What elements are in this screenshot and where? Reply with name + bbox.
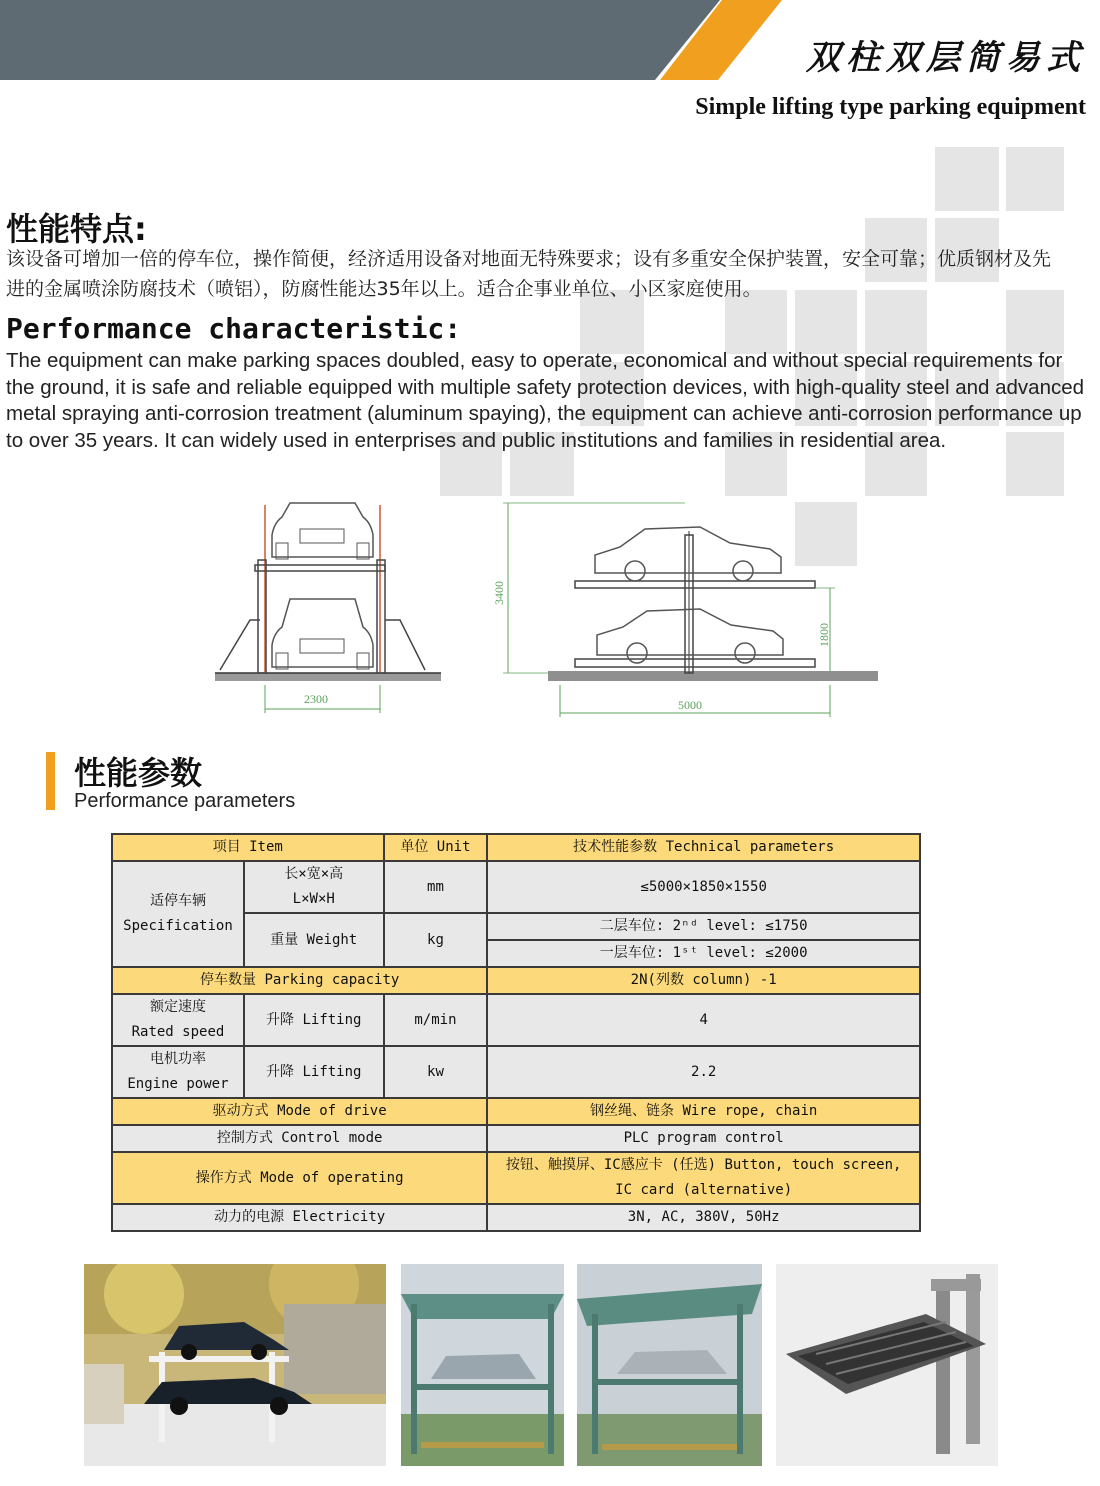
table-row xyxy=(112,1098,920,1125)
photo-canopy-lift-1 xyxy=(401,1264,564,1466)
params-title-en: Performance parameters xyxy=(74,790,296,812)
weight-level1: 一层车位: 1ˢᵗ level: ≤2000 xyxy=(487,940,920,967)
operating-value-1: 按钮、触摸屏、IC感应卡 (任选) Button, touch screen, xyxy=(505,1157,902,1173)
features-heading-en: Performance characteristic: xyxy=(6,312,462,345)
vehicle-spec-en: Specification xyxy=(123,918,233,934)
table-row xyxy=(112,1204,920,1231)
side-length-label: 5000 xyxy=(678,698,702,712)
dimension-cn: 长×宽×高 xyxy=(284,866,344,882)
table-row xyxy=(112,1152,920,1204)
operating-value-2: IC card (alternative) xyxy=(615,1182,793,1198)
power-en: Engine power xyxy=(127,1076,229,1092)
side-height-label: 3400 xyxy=(492,581,506,605)
parameters-table xyxy=(111,833,921,1232)
header-item: 项目 Item xyxy=(112,834,384,861)
power-unit: kw xyxy=(384,1046,488,1098)
dimension-cell xyxy=(244,861,384,913)
page-title-cn: 双柱双层简易式 xyxy=(806,38,1086,78)
features-text-cn: 该设备可增加一倍的停车位，操作简便，经济适用设备对地面无特殊要求；设有多重安全保护装置，安全可靠；优质钢材及先进的金属喷涂防腐技术（喷铝），防腐性能达35年以上。适合企事业单位、小区家庭使用。 xyxy=(6,248,1052,300)
header-unit: 单位 Unit xyxy=(384,834,488,861)
vehicle-spec-cell xyxy=(112,861,244,967)
table-row xyxy=(112,1046,920,1098)
speed-cell xyxy=(112,994,244,1046)
weight-level2: 二层车位: 2ⁿᵈ level: ≤1750 xyxy=(487,913,920,940)
speed-lifting: 升降 Lifting xyxy=(244,994,384,1046)
speed-cn: 额定速度 xyxy=(149,999,206,1015)
weight-label: 重量 Weight xyxy=(244,913,384,967)
capacity-label: 停车数量 Parking capacity xyxy=(112,967,487,994)
deco-square xyxy=(935,147,999,211)
vehicle-spec-cn: 适停车辆 xyxy=(149,893,206,909)
table-row xyxy=(112,967,920,994)
operating-value-cell xyxy=(487,1152,920,1204)
speed-value: 4 xyxy=(487,994,920,1046)
front-view-diagram xyxy=(210,495,450,715)
page-title-en: Simple lifting type parking equipment xyxy=(695,94,1086,120)
control-value: PLC program control xyxy=(487,1125,920,1152)
features-text-en: The equipment can make parking spaces doubled, easy to operate, economical and without special requirements for the ground, it is safe and reliable equipped with multiple safety protection devices, with high-quality steel and advanced metal spraying anti-corrosion treatment (aluminum spaying), the equipment can achieve anti-corrosion performance up to over 35 years. It can widely used in enterprises and public institutions and families in residential area. xyxy=(6,349,1085,452)
power-cell xyxy=(112,1046,244,1098)
dimension-unit: mm xyxy=(384,861,488,913)
dimension-en: L×W×H xyxy=(292,891,335,907)
photo-installed-lift xyxy=(84,1264,386,1466)
deco-square xyxy=(1006,147,1064,211)
photo-canopy-lift-2 xyxy=(577,1264,762,1466)
electricity-value: 3N, AC, 380V, 50Hz xyxy=(487,1204,920,1231)
speed-unit: m/min xyxy=(384,994,488,1046)
side-view-diagram xyxy=(485,495,885,720)
speed-en: Rated speed xyxy=(131,1024,225,1040)
table-row xyxy=(112,1125,920,1152)
capacity-value: 2N(列数 column) -1 xyxy=(487,967,920,994)
section-accent-bar xyxy=(46,752,55,810)
power-lifting: 升降 Lifting xyxy=(244,1046,384,1098)
electricity-label: 动力的电源 Electricity xyxy=(112,1204,487,1231)
photo-3d-render xyxy=(776,1264,998,1466)
operating-label: 操作方式 Mode of operating xyxy=(112,1152,487,1204)
table-row xyxy=(112,861,920,913)
control-label: 控制方式 Control mode xyxy=(112,1125,487,1152)
drive-label: 驱动方式 Mode of drive xyxy=(112,1098,487,1125)
side-level-label: 1800 xyxy=(817,623,831,647)
drive-value: 钢丝绳、链条 Wire rope, chain xyxy=(487,1098,920,1125)
table-header-row xyxy=(112,834,920,861)
table-row xyxy=(112,994,920,1046)
dimension-value: ≤5000×1850×1550 xyxy=(487,861,920,913)
front-width-label: 2300 xyxy=(304,692,328,706)
power-value: 2.2 xyxy=(487,1046,920,1098)
params-title-cn: 性能参数 xyxy=(74,754,203,792)
header-tech: 技术性能参数 Technical parameters xyxy=(487,834,920,861)
weight-unit: kg xyxy=(384,913,488,967)
features-heading-cn: 性能特点: xyxy=(6,210,147,248)
power-cn: 电机功率 xyxy=(149,1051,206,1067)
